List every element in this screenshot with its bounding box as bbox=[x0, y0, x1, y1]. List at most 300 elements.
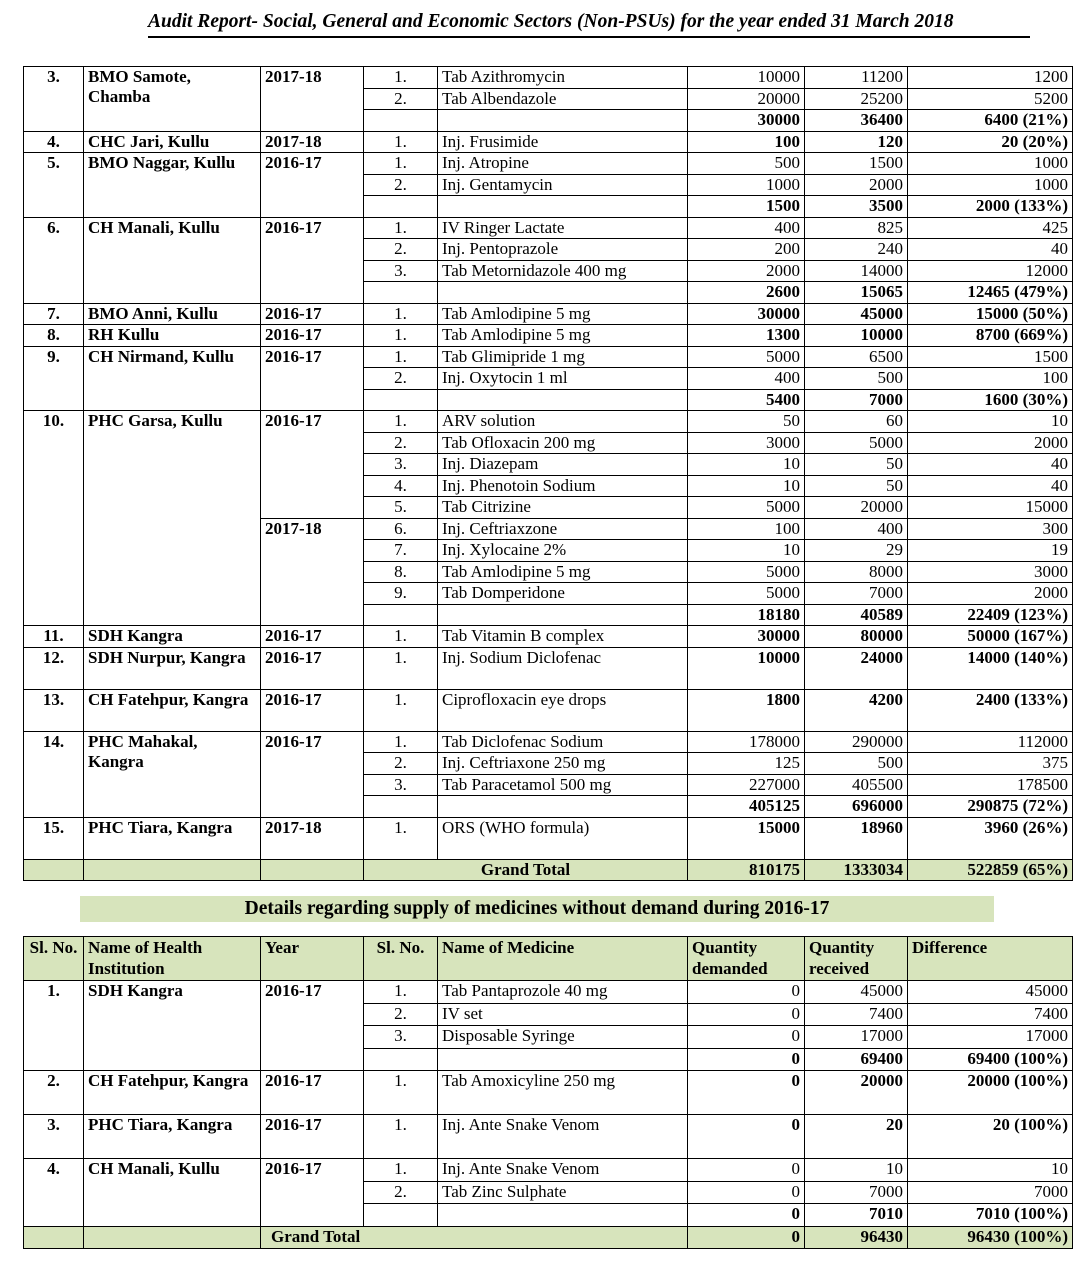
year-cell: 2016-17 bbox=[261, 411, 364, 519]
subtotal-demanded: 2600 bbox=[688, 282, 805, 304]
institution-name: BMO Samote, Chamba bbox=[84, 67, 261, 132]
subtotal-difference: 22409 (123%) bbox=[908, 604, 1073, 626]
subtotal-blank-sl bbox=[364, 796, 438, 818]
subtotal-blank-med bbox=[438, 110, 688, 132]
difference: 1500 bbox=[908, 346, 1073, 368]
quantity-received: 405500 bbox=[805, 774, 908, 796]
quantity-received: 11200 bbox=[805, 67, 908, 89]
table-row bbox=[24, 346, 1073, 368]
medicine-name: Tab Glimipride 1 mg bbox=[438, 346, 688, 368]
table-row bbox=[24, 411, 1073, 433]
quantity-received: 120 bbox=[805, 131, 908, 153]
grand-total-demanded: 0 bbox=[688, 1226, 805, 1249]
quantity-received: 1500 bbox=[805, 153, 908, 175]
table-row bbox=[24, 217, 1073, 239]
quantity-demanded: 100 bbox=[688, 518, 805, 540]
item-sl-no: 1. bbox=[364, 626, 438, 648]
subtotal-demanded: 405125 bbox=[688, 796, 805, 818]
quantity-demanded: 200 bbox=[688, 239, 805, 261]
quantity-demanded: 0 bbox=[688, 1181, 805, 1204]
quantity-demanded: 30000 bbox=[688, 303, 805, 325]
quantity-received: 10 bbox=[805, 1159, 908, 1182]
year-cell: 2016-17 bbox=[261, 731, 364, 817]
report-header: Audit Report- Social, General and Economic Sectors (Non-PSUs) for the year ended 31 March 2018 bbox=[148, 10, 1030, 38]
year-cell: 2017-18 bbox=[261, 518, 364, 626]
difference: 375 bbox=[908, 753, 1073, 775]
year-cell: 2016-17 bbox=[261, 1071, 364, 1115]
difference: 2000 bbox=[908, 583, 1073, 605]
subtotal-blank-sl bbox=[364, 389, 438, 411]
header-qty-demanded: Quantity demanded bbox=[688, 937, 805, 981]
medicine-name: Inj. Ceftriaxone 250 mg bbox=[438, 753, 688, 775]
difference: 178500 bbox=[908, 774, 1073, 796]
header-year: Year bbox=[261, 937, 364, 981]
table-row bbox=[24, 1071, 1073, 1115]
grand-total-blank bbox=[84, 859, 261, 881]
subtotal-received: 696000 bbox=[805, 796, 908, 818]
year-cell: 2016-17 bbox=[261, 626, 364, 648]
medicine-name: Tab Amlodipine 5 mg bbox=[438, 325, 688, 347]
item-sl-no: 2. bbox=[364, 174, 438, 196]
serial-number: 7. bbox=[24, 303, 84, 325]
difference: 5200 bbox=[908, 88, 1073, 110]
quantity-received: 10000 bbox=[805, 325, 908, 347]
item-sl-no: 1. bbox=[364, 411, 438, 433]
year-cell: 2016-17 bbox=[261, 647, 364, 689]
grand-total-received: 1333034 bbox=[805, 859, 908, 881]
difference: 40 bbox=[908, 475, 1073, 497]
subtotal-difference: 290875 (72%) bbox=[908, 796, 1073, 818]
difference: 20000 (100%) bbox=[908, 1071, 1073, 1115]
quantity-received: 18960 bbox=[805, 817, 908, 859]
subtotal-demanded: 18180 bbox=[688, 604, 805, 626]
difference: 1000 bbox=[908, 174, 1073, 196]
grand-total-difference: 522859 (65%) bbox=[908, 859, 1073, 881]
item-sl-no: 5. bbox=[364, 497, 438, 519]
table-row bbox=[24, 731, 1073, 753]
item-sl-no: 1. bbox=[364, 303, 438, 325]
institution-name: PHC Tiara, Kangra bbox=[84, 1115, 261, 1159]
year-cell: 2016-17 bbox=[261, 217, 364, 303]
quantity-demanded: 227000 bbox=[688, 774, 805, 796]
subtotal-blank-med bbox=[438, 1048, 688, 1071]
subtotal-difference: 69400 (100%) bbox=[908, 1048, 1073, 1071]
institution-name: BMO Naggar, Kullu bbox=[84, 153, 261, 218]
subtotal-received: 69400 bbox=[805, 1048, 908, 1071]
medicine-excess-table bbox=[23, 66, 1073, 881]
serial-number: 1. bbox=[24, 981, 84, 1071]
medicine-name: Tab Pantaprozole 40 mg bbox=[438, 981, 688, 1004]
quantity-received: 20 bbox=[805, 1115, 908, 1159]
item-sl-no: 9. bbox=[364, 583, 438, 605]
quantity-received: 500 bbox=[805, 368, 908, 390]
quantity-demanded: 0 bbox=[688, 1159, 805, 1182]
year-cell: 2016-17 bbox=[261, 1115, 364, 1159]
quantity-demanded: 100 bbox=[688, 131, 805, 153]
difference: 20 (20%) bbox=[908, 131, 1073, 153]
institution-name: PHC Mahakal, Kangra bbox=[84, 731, 261, 817]
year-cell: 2016-17 bbox=[261, 1159, 364, 1227]
difference: 300 bbox=[908, 518, 1073, 540]
quantity-demanded: 50 bbox=[688, 411, 805, 433]
subtotal-blank-sl bbox=[364, 1048, 438, 1071]
difference: 3960 (26%) bbox=[908, 817, 1073, 859]
medicine-name: Tab Zinc Sulphate bbox=[438, 1181, 688, 1204]
medicine-name: Inj. Sodium Diclofenac bbox=[438, 647, 688, 689]
medicine-name: Inj. Diazepam bbox=[438, 454, 688, 476]
medicine-name: Tab Citrizine bbox=[438, 497, 688, 519]
institution-name: CH Manali, Kullu bbox=[84, 217, 261, 303]
medicine-name: ORS (WHO formula) bbox=[438, 817, 688, 859]
medicine-name: IV set bbox=[438, 1003, 688, 1026]
quantity-demanded: 5000 bbox=[688, 346, 805, 368]
difference: 12000 bbox=[908, 260, 1073, 282]
table-row bbox=[24, 689, 1073, 731]
quantity-demanded: 0 bbox=[688, 1003, 805, 1026]
medicine-name: Inj. Atropine bbox=[438, 153, 688, 175]
grand-total-demanded: 810175 bbox=[688, 859, 805, 881]
institution-name: SDH Nurpur, Kangra bbox=[84, 647, 261, 689]
quantity-received: 7000 bbox=[805, 1181, 908, 1204]
difference: 14000 (140%) bbox=[908, 647, 1073, 689]
institution-name: CHC Jari, Kullu bbox=[84, 131, 261, 153]
supply-without-demand-table bbox=[23, 936, 1073, 1249]
item-sl-no: 6. bbox=[364, 518, 438, 540]
difference: 15000 (50%) bbox=[908, 303, 1073, 325]
subtotal-blank-sl bbox=[364, 1204, 438, 1227]
table-row bbox=[24, 1115, 1073, 1159]
quantity-demanded: 5000 bbox=[688, 497, 805, 519]
quantity-demanded: 0 bbox=[688, 1115, 805, 1159]
year-cell: 2017-18 bbox=[261, 67, 364, 132]
item-sl-no: 3. bbox=[364, 1026, 438, 1049]
medicine-name: Inj. Phenotoin Sodium bbox=[438, 475, 688, 497]
table-row bbox=[24, 647, 1073, 689]
difference: 7000 bbox=[908, 1181, 1073, 1204]
medicine-name: Tab Diclofenac Sodium bbox=[438, 731, 688, 753]
grand-total-label: Grand Total bbox=[364, 859, 688, 881]
year-cell: 2017-18 bbox=[261, 817, 364, 859]
quantity-received: 80000 bbox=[805, 626, 908, 648]
difference: 3000 bbox=[908, 561, 1073, 583]
quantity-received: 4200 bbox=[805, 689, 908, 731]
table-row bbox=[24, 981, 1073, 1004]
section-subtitle: Details regarding supply of medicines without demand during 2016-17 bbox=[80, 896, 994, 922]
subtotal-difference: 7010 (100%) bbox=[908, 1204, 1073, 1227]
difference: 15000 bbox=[908, 497, 1073, 519]
difference: 425 bbox=[908, 217, 1073, 239]
institution-name: BMO Anni, Kullu bbox=[84, 303, 261, 325]
medicine-name: Tab Metornidazole 400 mg bbox=[438, 260, 688, 282]
serial-number: 4. bbox=[24, 131, 84, 153]
subtotal-demanded: 5400 bbox=[688, 389, 805, 411]
grand-total-received: 96430 bbox=[805, 1226, 908, 1249]
header-difference: Difference bbox=[908, 937, 1073, 981]
header-sl-no: Sl. No. bbox=[24, 937, 84, 981]
quantity-received: 240 bbox=[805, 239, 908, 261]
difference: 7400 bbox=[908, 1003, 1073, 1026]
quantity-demanded: 1800 bbox=[688, 689, 805, 731]
quantity-received: 7400 bbox=[805, 1003, 908, 1026]
quantity-demanded: 500 bbox=[688, 153, 805, 175]
difference: 40 bbox=[908, 239, 1073, 261]
quantity-received: 60 bbox=[805, 411, 908, 433]
item-sl-no: 1. bbox=[364, 131, 438, 153]
subtotal-demanded: 30000 bbox=[688, 110, 805, 132]
institution-name: SDH Kangra bbox=[84, 626, 261, 648]
quantity-received: 290000 bbox=[805, 731, 908, 753]
medicine-name: Ciprofloxacin eye drops bbox=[438, 689, 688, 731]
quantity-received: 50 bbox=[805, 475, 908, 497]
quantity-received: 20000 bbox=[805, 497, 908, 519]
quantity-demanded: 1300 bbox=[688, 325, 805, 347]
serial-number: 13. bbox=[24, 689, 84, 731]
item-sl-no: 1. bbox=[364, 1115, 438, 1159]
serial-number: 6. bbox=[24, 217, 84, 303]
difference: 19 bbox=[908, 540, 1073, 562]
serial-number: 3. bbox=[24, 67, 84, 132]
difference: 112000 bbox=[908, 731, 1073, 753]
institution-name: CH Fatehpur, Kangra bbox=[84, 1071, 261, 1115]
medicine-name: Tab Ofloxacin 200 mg bbox=[438, 432, 688, 454]
quantity-received: 825 bbox=[805, 217, 908, 239]
subtotal-blank-sl bbox=[364, 110, 438, 132]
medicine-name: Inj. Gentamycin bbox=[438, 174, 688, 196]
item-sl-no: 2. bbox=[364, 432, 438, 454]
item-sl-no: 1. bbox=[364, 1071, 438, 1115]
grand-total-blank bbox=[261, 859, 364, 881]
medicine-name: Tab Vitamin B complex bbox=[438, 626, 688, 648]
item-sl-no: 1. bbox=[364, 731, 438, 753]
quantity-received: 14000 bbox=[805, 260, 908, 282]
item-sl-no: 3. bbox=[364, 260, 438, 282]
table-row bbox=[24, 1159, 1073, 1182]
medicine-name: Inj. Ante Snake Venom bbox=[438, 1159, 688, 1182]
year-cell: 2016-17 bbox=[261, 346, 364, 411]
quantity-demanded: 0 bbox=[688, 1026, 805, 1049]
quantity-received: 20000 bbox=[805, 1071, 908, 1115]
grand-total-blank bbox=[24, 1226, 84, 1249]
subtotal-received: 36400 bbox=[805, 110, 908, 132]
table-row bbox=[24, 303, 1073, 325]
subtotal-received: 7000 bbox=[805, 389, 908, 411]
item-sl-no: 2. bbox=[364, 368, 438, 390]
medicine-name: Tab Paracetamol 500 mg bbox=[438, 774, 688, 796]
serial-number: 12. bbox=[24, 647, 84, 689]
quantity-demanded: 2000 bbox=[688, 260, 805, 282]
medicine-name: Tab Amlodipine 5 mg bbox=[438, 561, 688, 583]
header-item-sl-no: Sl. No. bbox=[364, 937, 438, 981]
grand-total-row bbox=[24, 859, 1073, 881]
serial-number: 14. bbox=[24, 731, 84, 817]
subtotal-received: 3500 bbox=[805, 196, 908, 218]
subtotal-blank-sl bbox=[364, 282, 438, 304]
quantity-demanded: 10000 bbox=[688, 67, 805, 89]
subtotal-difference: 2000 (133%) bbox=[908, 196, 1073, 218]
subtotal-difference: 6400 (21%) bbox=[908, 110, 1073, 132]
item-sl-no: 2. bbox=[364, 1181, 438, 1204]
difference: 45000 bbox=[908, 981, 1073, 1004]
quantity-demanded: 125 bbox=[688, 753, 805, 775]
quantity-demanded: 10 bbox=[688, 475, 805, 497]
serial-number: 10. bbox=[24, 411, 84, 626]
quantity-demanded: 3000 bbox=[688, 432, 805, 454]
quantity-received: 25200 bbox=[805, 88, 908, 110]
table-row bbox=[24, 153, 1073, 175]
quantity-demanded: 0 bbox=[688, 1071, 805, 1115]
medicine-name: Inj. Oxytocin 1 ml bbox=[438, 368, 688, 390]
difference: 2000 bbox=[908, 432, 1073, 454]
quantity-demanded: 5000 bbox=[688, 561, 805, 583]
quantity-received: 6500 bbox=[805, 346, 908, 368]
grand-total-label: Grand Total bbox=[261, 1226, 688, 1249]
medicine-name: Inj. Frusimide bbox=[438, 131, 688, 153]
grand-total-blank bbox=[24, 859, 84, 881]
item-sl-no: 2. bbox=[364, 88, 438, 110]
quantity-received: 29 bbox=[805, 540, 908, 562]
table-row bbox=[24, 67, 1073, 89]
serial-number: 11. bbox=[24, 626, 84, 648]
institution-name: PHC Garsa, Kullu bbox=[84, 411, 261, 626]
medicine-name: Inj. Ante Snake Venom bbox=[438, 1115, 688, 1159]
subtotal-demanded: 1500 bbox=[688, 196, 805, 218]
quantity-demanded: 400 bbox=[688, 217, 805, 239]
institution-name: CH Fatehpur, Kangra bbox=[84, 689, 261, 731]
header-qty-received: Quantity received bbox=[805, 937, 908, 981]
medicine-name: IV Ringer Lactate bbox=[438, 217, 688, 239]
item-sl-no: 7. bbox=[364, 540, 438, 562]
medicine-name: Inj. Pentoprazole bbox=[438, 239, 688, 261]
year-cell: 2016-17 bbox=[261, 153, 364, 218]
year-cell: 2016-17 bbox=[261, 689, 364, 731]
year-cell: 2016-17 bbox=[261, 981, 364, 1071]
institution-name: CH Nirmand, Kullu bbox=[84, 346, 261, 411]
quantity-received: 17000 bbox=[805, 1026, 908, 1049]
difference: 100 bbox=[908, 368, 1073, 390]
medicine-name: Tab Azithromycin bbox=[438, 67, 688, 89]
item-sl-no: 1. bbox=[364, 817, 438, 859]
subtotal-difference: 1600 (30%) bbox=[908, 389, 1073, 411]
quantity-demanded: 10000 bbox=[688, 647, 805, 689]
item-sl-no: 1. bbox=[364, 217, 438, 239]
medicine-name: Tab Amlodipine 5 mg bbox=[438, 303, 688, 325]
difference: 2400 (133%) bbox=[908, 689, 1073, 731]
subtotal-received: 40589 bbox=[805, 604, 908, 626]
quantity-demanded: 1000 bbox=[688, 174, 805, 196]
header-institution: Name of Health Institution bbox=[84, 937, 261, 981]
difference: 10 bbox=[908, 411, 1073, 433]
item-sl-no: 2. bbox=[364, 1003, 438, 1026]
medicine-name: Tab Amoxicyline 250 mg bbox=[438, 1071, 688, 1115]
quantity-demanded: 10 bbox=[688, 454, 805, 476]
item-sl-no: 1. bbox=[364, 981, 438, 1004]
table-row bbox=[24, 626, 1073, 648]
quantity-demanded: 178000 bbox=[688, 731, 805, 753]
serial-number: 5. bbox=[24, 153, 84, 218]
item-sl-no: 1. bbox=[364, 346, 438, 368]
table-row bbox=[24, 817, 1073, 859]
serial-number: 9. bbox=[24, 346, 84, 411]
difference: 1000 bbox=[908, 153, 1073, 175]
medicine-name: Tab Albendazole bbox=[438, 88, 688, 110]
quantity-demanded: 15000 bbox=[688, 817, 805, 859]
item-sl-no: 1. bbox=[364, 153, 438, 175]
quantity-demanded: 5000 bbox=[688, 583, 805, 605]
year-cell: 2017-18 bbox=[261, 131, 364, 153]
institution-name: PHC Tiara, Kangra bbox=[84, 817, 261, 859]
subtotal-blank-med bbox=[438, 1204, 688, 1227]
institution-name: CH Manali, Kullu bbox=[84, 1159, 261, 1227]
difference: 1200 bbox=[908, 67, 1073, 89]
subtotal-demanded: 0 bbox=[688, 1204, 805, 1227]
item-sl-no: 1. bbox=[364, 325, 438, 347]
item-sl-no: 3. bbox=[364, 454, 438, 476]
quantity-demanded: 30000 bbox=[688, 626, 805, 648]
grand-total-difference: 96430 (100%) bbox=[908, 1226, 1073, 1249]
quantity-received: 45000 bbox=[805, 303, 908, 325]
item-sl-no: 1. bbox=[364, 1159, 438, 1182]
quantity-received: 45000 bbox=[805, 981, 908, 1004]
institution-name: RH Kullu bbox=[84, 325, 261, 347]
medicine-name: Tab Domperidone bbox=[438, 583, 688, 605]
institution-name: SDH Kangra bbox=[84, 981, 261, 1071]
item-sl-no: 1. bbox=[364, 67, 438, 89]
serial-number: 15. bbox=[24, 817, 84, 859]
header-medicine: Name of Medicine bbox=[438, 937, 688, 981]
serial-number: 4. bbox=[24, 1159, 84, 1227]
quantity-received: 8000 bbox=[805, 561, 908, 583]
medicine-name: ARV solution bbox=[438, 411, 688, 433]
subtotal-difference: 12465 (479%) bbox=[908, 282, 1073, 304]
medicine-name: Inj. Xylocaine 2% bbox=[438, 540, 688, 562]
subtotal-blank-med bbox=[438, 796, 688, 818]
grand-total-blank bbox=[84, 1226, 261, 1249]
serial-number: 3. bbox=[24, 1115, 84, 1159]
quantity-received: 50 bbox=[805, 454, 908, 476]
difference: 17000 bbox=[908, 1026, 1073, 1049]
item-sl-no: 4. bbox=[364, 475, 438, 497]
subtotal-blank-med bbox=[438, 196, 688, 218]
difference: 50000 (167%) bbox=[908, 626, 1073, 648]
quantity-demanded: 10 bbox=[688, 540, 805, 562]
item-sl-no: 1. bbox=[364, 647, 438, 689]
quantity-received: 400 bbox=[805, 518, 908, 540]
difference: 20 (100%) bbox=[908, 1115, 1073, 1159]
year-cell: 2016-17 bbox=[261, 303, 364, 325]
quantity-demanded: 400 bbox=[688, 368, 805, 390]
quantity-received: 2000 bbox=[805, 174, 908, 196]
medicine-name: Disposable Syringe bbox=[438, 1026, 688, 1049]
quantity-received: 7000 bbox=[805, 583, 908, 605]
item-sl-no: 2. bbox=[364, 753, 438, 775]
subtotal-blank-sl bbox=[364, 196, 438, 218]
difference: 40 bbox=[908, 454, 1073, 476]
item-sl-no: 8. bbox=[364, 561, 438, 583]
subtotal-blank-med bbox=[438, 604, 688, 626]
quantity-received: 500 bbox=[805, 753, 908, 775]
table-row bbox=[24, 325, 1073, 347]
subtotal-blank-sl bbox=[364, 604, 438, 626]
subtotal-blank-med bbox=[438, 282, 688, 304]
difference: 8700 (669%) bbox=[908, 325, 1073, 347]
subtotal-demanded: 0 bbox=[688, 1048, 805, 1071]
serial-number: 2. bbox=[24, 1071, 84, 1115]
subtotal-received: 15065 bbox=[805, 282, 908, 304]
subtotal-received: 7010 bbox=[805, 1204, 908, 1227]
quantity-demanded: 0 bbox=[688, 981, 805, 1004]
quantity-received: 24000 bbox=[805, 647, 908, 689]
difference: 10 bbox=[908, 1159, 1073, 1182]
